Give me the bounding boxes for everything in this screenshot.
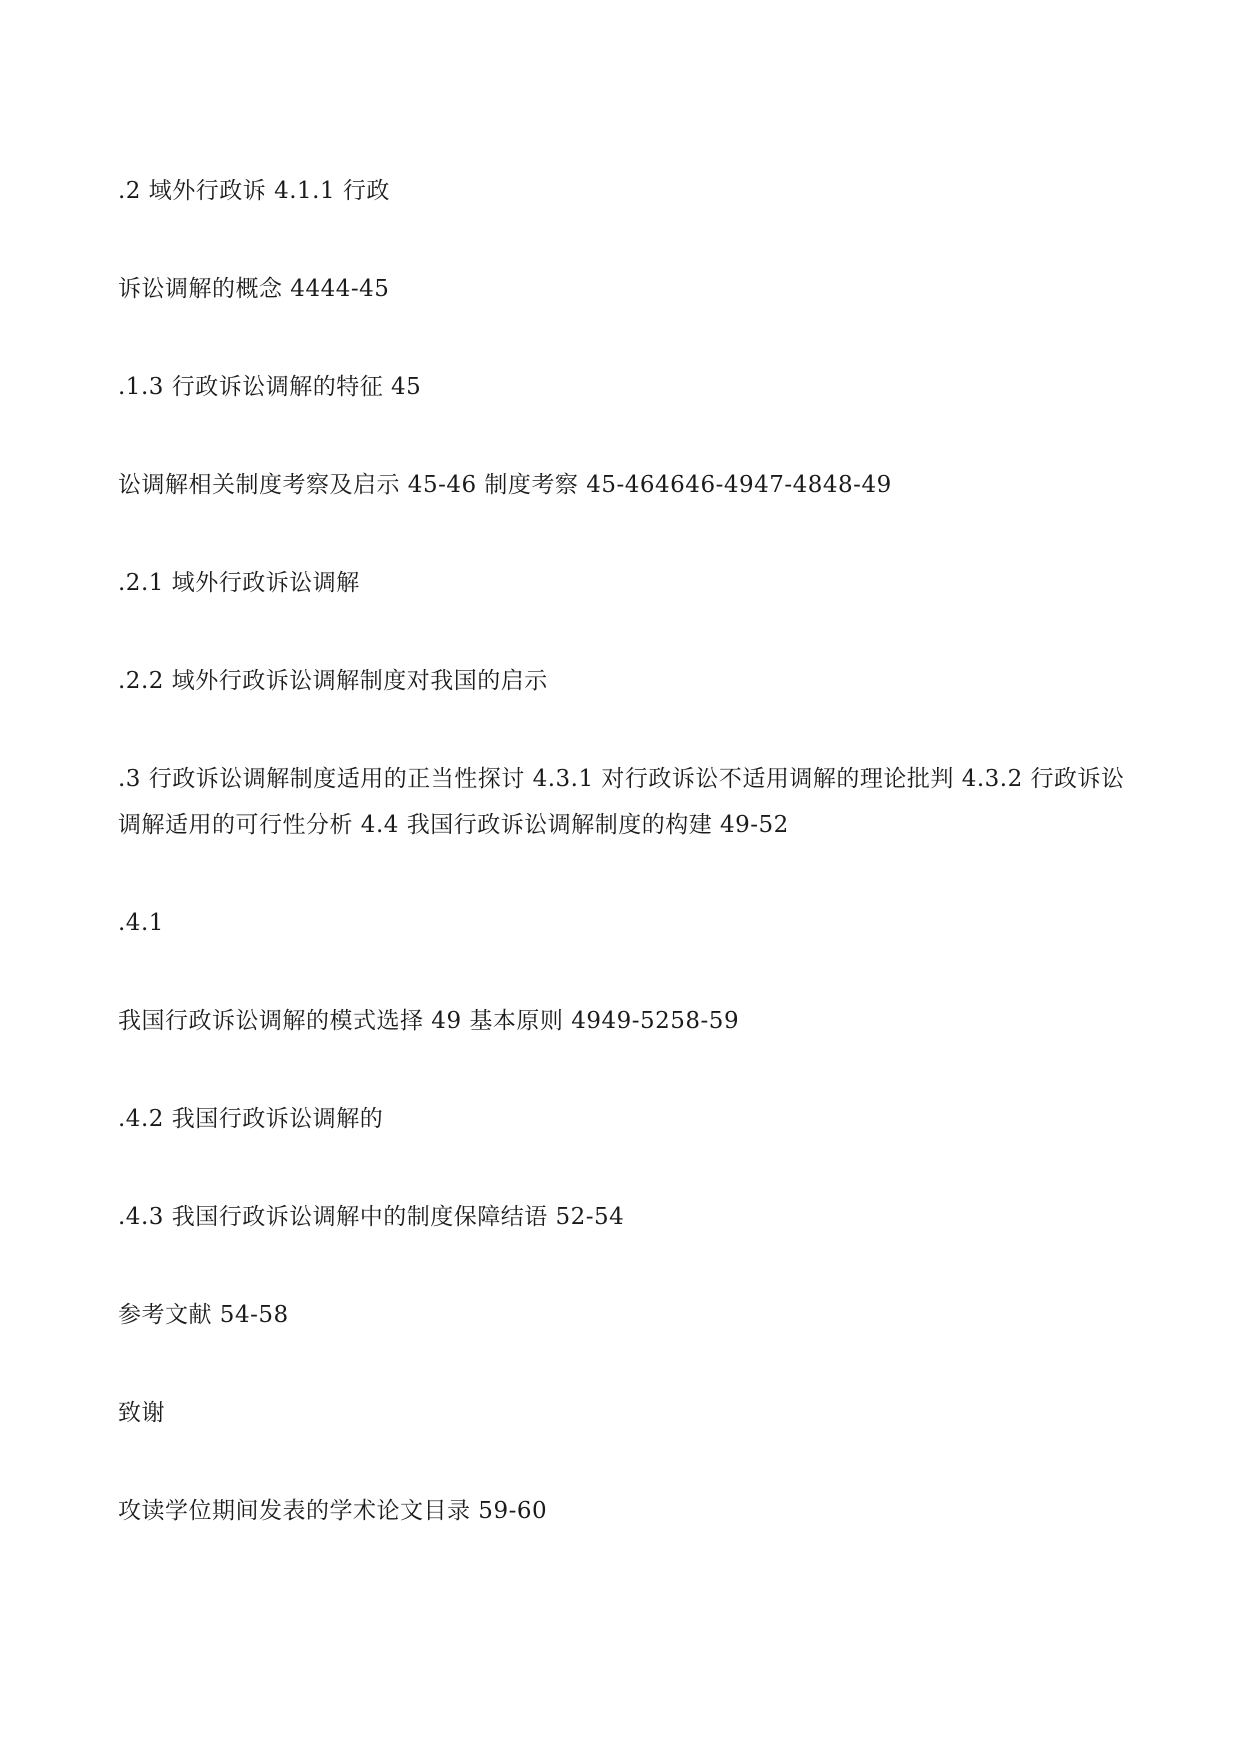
toc-line: .1.3 行政诉讼调解的特征 45 xyxy=(118,374,422,400)
toc-line: .4.3 我国行政诉讼调解中的制度保障结语 52-54 xyxy=(118,1204,625,1230)
toc-line: 诉讼调解的概念 4444-45 xyxy=(118,276,390,302)
toc-line: 我国行政诉讼调解的模式选择 49 基本原则 4949-5258-59 xyxy=(118,1008,740,1034)
toc-line: 攻读学位期间发表的学术论文目录 59-60 xyxy=(118,1498,548,1524)
toc-line: 参考文献 54-58 xyxy=(118,1302,289,1328)
toc-line: .2.2 域外行政诉讼调解制度对我国的启示 xyxy=(118,668,548,694)
toc-line: 讼调解相关制度考察及启示 45-46 制度考察 45-464646-4947-4848-49 xyxy=(118,472,892,498)
toc-line: .2.1 域外行政诉讼调解 xyxy=(118,570,360,596)
toc-line: 致谢 xyxy=(118,1400,165,1426)
toc-line: .4.1 xyxy=(118,910,164,936)
toc-line: .2 域外行政诉 4.1.1 行政 xyxy=(118,178,390,204)
toc-line: .4.2 我国行政诉讼调解的 xyxy=(118,1106,384,1132)
toc-line: .3 行政诉讼调解制度适用的正当性探讨 4.3.1 对行政诉讼不适用调解的理论批判 4.3.2 行政诉讼调解适用的可行性分析 4.4 我国行政诉讼调解制度的构建 49-52 xyxy=(118,766,1125,838)
